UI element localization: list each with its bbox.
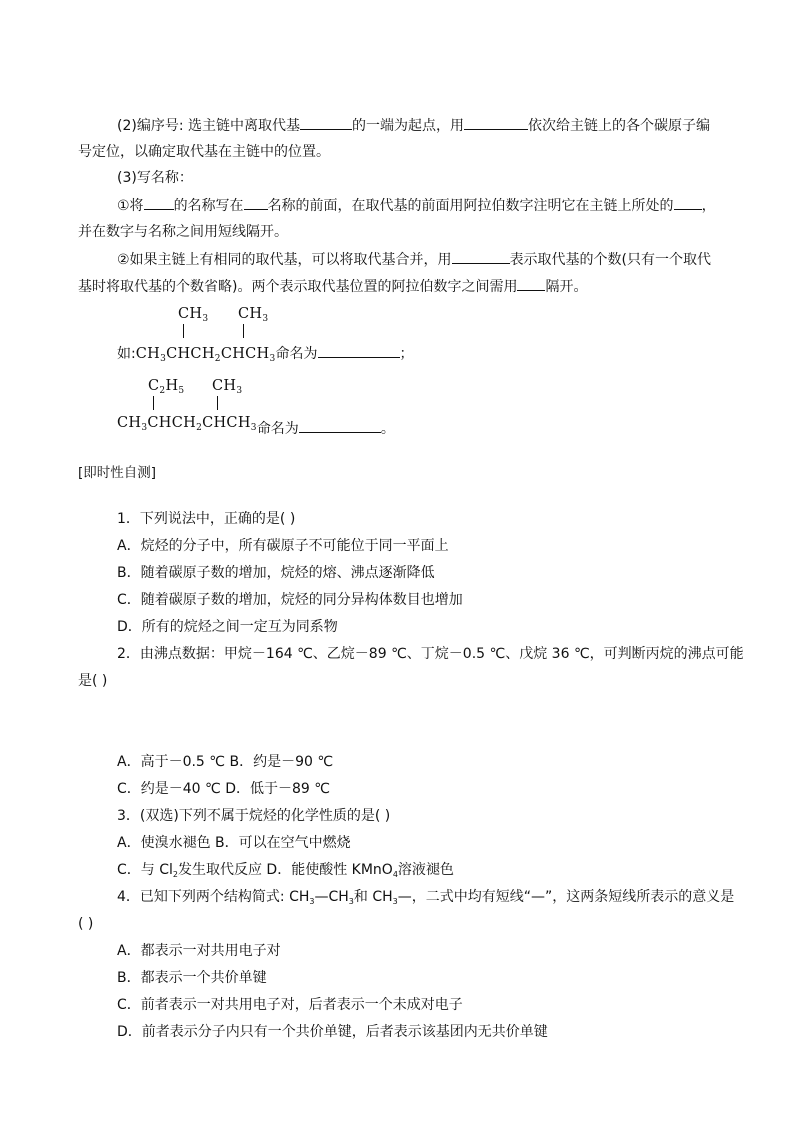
subscript: 3 xyxy=(309,897,315,906)
example-1-substituent-1 xyxy=(178,304,208,326)
example-1-substituent-2 xyxy=(238,304,268,326)
example-2-bond-2 xyxy=(217,396,218,410)
rule-2-text-a: (2)编序号: 选主链中离取代基 xyxy=(117,118,300,134)
example-2-bond-1 xyxy=(153,396,154,410)
question-4-option-d[interactable]: D．前者表示分子内只有一个共价单键，后者表示该基团内无共价单键 xyxy=(117,1024,548,1040)
question-1-option-b[interactable]: B．随着碳原子数的增加，烷烃的熔、沸点逐渐降低 xyxy=(117,565,435,581)
subscript: 3 xyxy=(160,354,167,364)
formula-text: CH xyxy=(117,415,142,431)
naming-label: 命名为 xyxy=(275,346,318,362)
subscript: 3 xyxy=(392,897,398,906)
rule-2-text-c: 依次给主链上的各个碳原子编 xyxy=(528,118,710,134)
formula-text: CHCH xyxy=(220,346,270,362)
formula-text: CH xyxy=(238,306,263,322)
blank-5[interactable] xyxy=(674,195,702,210)
example-1-line xyxy=(117,343,414,366)
rule-3-1-line-2: 并在数字与名称之间用短线隔开。 xyxy=(78,224,288,240)
blank-4[interactable] xyxy=(244,195,268,210)
formula-text: CH xyxy=(178,306,203,322)
rule-2-line-1 xyxy=(117,115,710,136)
subscript: 4 xyxy=(392,870,398,879)
rule-2-line-2: 号定位，以确定取代基在主链中的位置。 xyxy=(78,144,330,160)
subscript: 3 xyxy=(141,423,148,433)
formula-text: H xyxy=(165,378,179,394)
question-4-stem-line-2: ( ) xyxy=(78,916,94,932)
blank-9[interactable] xyxy=(299,418,381,433)
blank-7[interactable] xyxy=(517,276,545,291)
blank-3[interactable] xyxy=(144,195,174,210)
question-4-option-b[interactable]: B．都表示一个共价单键 xyxy=(117,970,267,986)
question-2-stem-line-1: 2．由沸点数据：甲烷－164 ℃、乙烷－89 ℃、丁烷－0.5 ℃、戊烷 36 ℃，可判断丙烷的沸点可能 xyxy=(117,646,744,662)
example-prefix: 如: xyxy=(117,346,136,362)
rule-3-2-line-1 xyxy=(117,249,711,270)
stem-text: 4．已知下列两个结构简式: CH xyxy=(117,889,310,905)
question-2-options-cd[interactable]: C．约是－40 ℃ D．低于－89 ℃ xyxy=(117,781,330,797)
question-2-stem-line-2: 是( ) xyxy=(78,673,108,689)
example-2-line xyxy=(117,412,395,435)
example-1-bond-1 xyxy=(183,324,184,338)
question-3-options-ab[interactable]: A．使溴水褪色 B．可以在空气中燃烧 xyxy=(117,835,351,851)
blank-1[interactable] xyxy=(300,115,352,130)
stem-text: 和 CH xyxy=(353,889,393,905)
question-4-stem-line-1 xyxy=(117,887,734,909)
formula-text: CHCH xyxy=(147,415,197,431)
blank-8[interactable] xyxy=(318,343,400,358)
subscript: 2 xyxy=(159,386,166,396)
subscript: 2 xyxy=(172,870,178,879)
section-title: [即时性自测] xyxy=(78,465,157,481)
blank-2[interactable] xyxy=(464,115,528,130)
example-1-bond-2 xyxy=(243,324,244,338)
subscript: 3 xyxy=(202,314,209,324)
formula-text: CHCH xyxy=(202,415,251,431)
rule-3-2-line-2 xyxy=(78,276,587,297)
punctuation: 。 xyxy=(380,421,395,437)
question-1-option-a[interactable]: A．烷烃的分子中，所有碳原子不可能位于同一平面上 xyxy=(117,538,449,554)
formula-text: CH xyxy=(212,378,237,394)
question-1-stem: 1．下列说法中，正确的是( ) xyxy=(117,511,296,527)
naming-label: 命名为 xyxy=(256,421,299,437)
rule-3-1-text-a: ①将 xyxy=(117,198,144,214)
question-4-option-a[interactable]: A．都表示一对共用电子对 xyxy=(117,943,281,959)
question-3-options-cd[interactable] xyxy=(117,860,454,882)
subscript: 3 xyxy=(262,314,269,324)
example-2-substituent-1 xyxy=(148,376,184,398)
example-2-main-chain xyxy=(117,415,257,431)
subscript: 3 xyxy=(348,897,354,906)
question-4-option-c[interactable]: C．前者表示一对共用电子对，后者表示一个未成对电子 xyxy=(117,997,463,1013)
subscript: 2 xyxy=(214,354,221,364)
formula-text: C xyxy=(148,378,160,394)
question-1-option-c[interactable]: C．随着碳原子数的增加，烷烃的同分异构体数目也增加 xyxy=(117,592,463,608)
formula-text: CH xyxy=(135,346,161,362)
rule-3-1-line-1 xyxy=(117,195,716,216)
rule-3-2-text-c: 基时将取代基的个数省略)。两个表示取代基位置的阿拉伯数字之间需用 xyxy=(78,279,518,295)
stem-text: —CH xyxy=(314,889,349,905)
example-2-substituent-2 xyxy=(212,376,242,398)
rule-2-text-b: 的一端为起点，用 xyxy=(352,118,464,134)
rule-3-2-text-a: ②如果主链上有相同的取代基，可以将取代基合并，用 xyxy=(117,252,452,268)
rule-3-1-text-b: 的名称写在 xyxy=(173,198,244,214)
rule-3-heading: (3)写名称： xyxy=(117,170,193,186)
blank-6[interactable] xyxy=(452,249,510,264)
subscript: 3 xyxy=(269,354,276,364)
rule-3-1-text-d: ， xyxy=(701,198,716,214)
formula-text: CHCH xyxy=(166,346,215,362)
option-text: 溶液褪色 xyxy=(397,862,454,878)
question-3-stem: 3．(双选)下列不属于烷烃的化学性质的是( ) xyxy=(117,808,391,824)
rule-3-1-text-c: 名称的前面，在取代基的前面用阿拉伯数字注明它在主链上所处的 xyxy=(267,198,674,214)
subscript: 3 xyxy=(250,423,257,433)
subscript: 5 xyxy=(178,386,185,396)
question-2-options-ab[interactable]: A．高于－0.5 ℃ B．约是－90 ℃ xyxy=(117,754,334,770)
subscript: 3 xyxy=(236,386,243,396)
question-1-option-d[interactable]: D．所有的烷烃之间一定互为同系物 xyxy=(117,619,338,635)
punctuation: ； xyxy=(399,346,414,362)
rule-3-2-text-b: 表示取代基的个数(只有一个取代 xyxy=(509,252,712,268)
subscript: 2 xyxy=(196,423,203,433)
example-1-main-chain xyxy=(136,346,276,362)
option-text: C．与 Cl xyxy=(117,862,173,878)
rule-3-2-text-d: 隔开。 xyxy=(545,279,588,295)
stem-text: —，二式中均有短线“—”，这两条短线所表示的意义是 xyxy=(397,889,735,905)
option-text: 发生取代反应 D．能使酸性 KMnO xyxy=(177,862,393,878)
